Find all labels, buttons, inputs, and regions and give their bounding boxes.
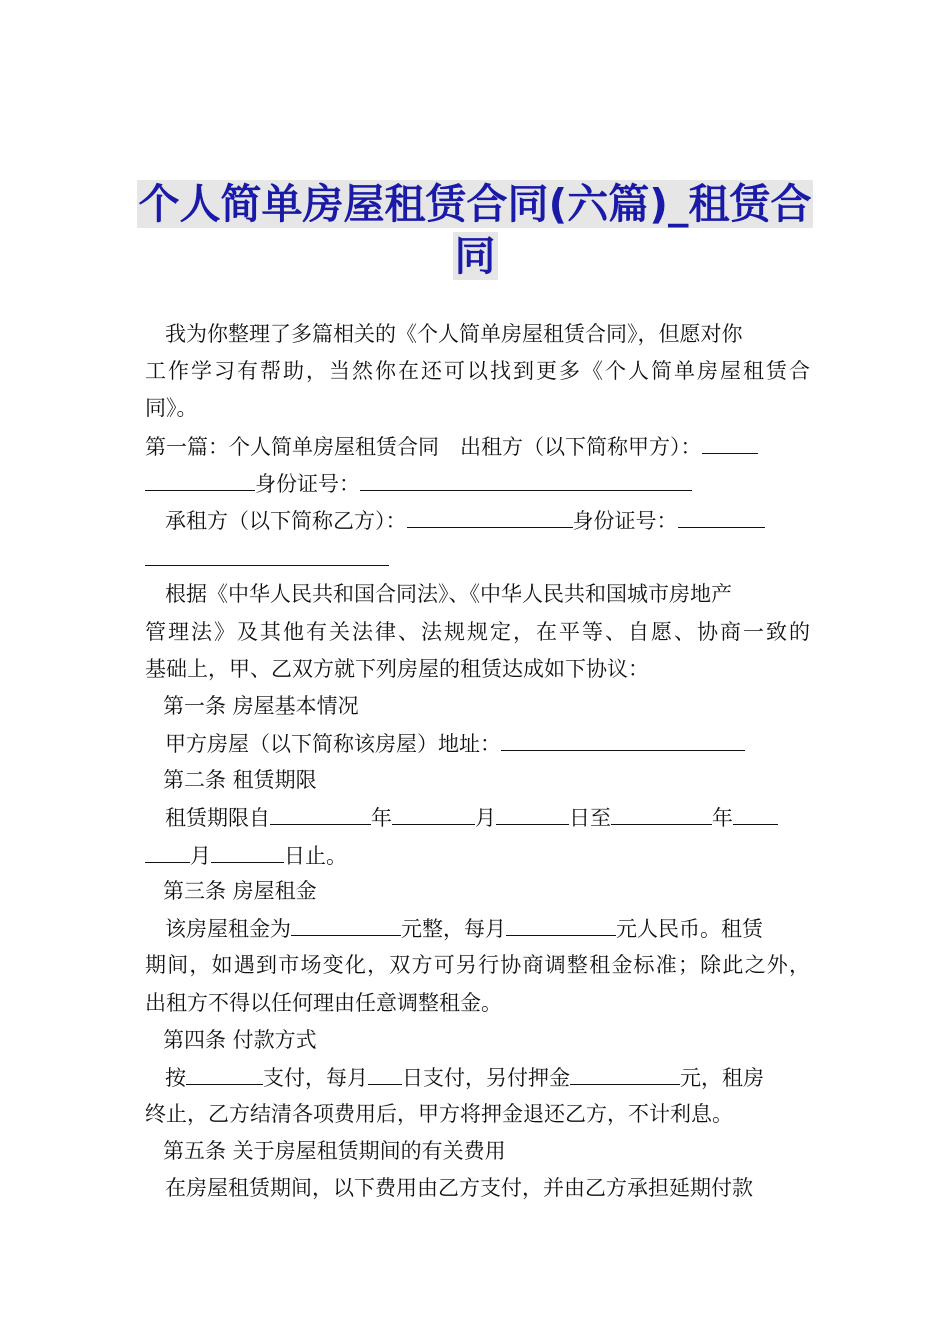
end-month-label: 月 xyxy=(190,844,211,868)
payment-method-blank xyxy=(186,1062,263,1085)
end-day-label: 日止。 xyxy=(284,844,347,868)
title-line-2: 同 xyxy=(454,232,496,280)
document-title-continued xyxy=(0,230,950,282)
deposit-amount-blank xyxy=(570,1062,680,1085)
lessor-name-blank xyxy=(702,431,758,454)
end-day-blank xyxy=(211,840,284,863)
end-year-blank xyxy=(611,802,712,825)
start-day-blank xyxy=(496,802,569,825)
part-one-heading: 第一篇：个人简单房屋租赁合同 出租方（以下简称甲方）： xyxy=(145,435,702,459)
intro-line-2: 工作学习有帮助，当然你在还可以找到更多《个人简单房屋租赁合 xyxy=(145,359,810,383)
rent-amount-blank xyxy=(291,913,401,936)
intro-line-1: 我为你整理了多篇相关的《个人简单房屋租赁合同》，但愿对你 xyxy=(165,322,743,346)
deposit-label: 日支付，另付押金 xyxy=(402,1066,570,1090)
lease-term-line xyxy=(165,802,810,832)
lessor-id-line xyxy=(145,468,810,498)
payment-line-2: 终止，乙方结清各项费用后，甲方将押金退还乙方，不计利息。 xyxy=(145,1102,733,1126)
rent-line-3: 出租方不得以任何理由任意调整租金。 xyxy=(145,991,502,1015)
payment-monthly-label: 支付，每月 xyxy=(263,1066,368,1090)
payment-day-blank xyxy=(368,1062,402,1085)
document-title xyxy=(0,178,950,230)
lessee-id-line xyxy=(145,543,810,573)
address-blank xyxy=(501,728,745,751)
lessee-id-blank xyxy=(678,505,765,528)
lessee-label: 承租方（以下简称乙方）： xyxy=(165,509,407,533)
lessee-id-blank-continued xyxy=(145,543,389,566)
start-year-blank xyxy=(270,802,371,825)
lease-term-label: 租赁期限自 xyxy=(165,806,270,830)
end-month-blank xyxy=(733,802,778,825)
lessee-id-label: 身份证号： xyxy=(572,509,678,533)
end-year-label: 年 xyxy=(712,806,733,830)
article-4-heading: 第四条 付款方式 xyxy=(163,1028,317,1052)
lessor-line xyxy=(145,431,810,461)
address-line xyxy=(165,728,810,758)
intro-line-3: 同》。 xyxy=(145,396,198,420)
address-label: 甲方房屋（以下简称该房屋）地址： xyxy=(165,732,501,756)
lease-term-line-2 xyxy=(145,840,810,870)
article-5-heading: 第五条 关于房屋租赁期间的有关费用 xyxy=(163,1139,506,1163)
month-label: 月 xyxy=(475,806,496,830)
end-month-blank-continued xyxy=(145,840,190,863)
monthly-rent-blank xyxy=(506,913,616,936)
lessor-name-blank-continued xyxy=(145,468,255,491)
title-line-1: 个人简单房屋租赁合同(六篇)_租赁合 xyxy=(138,180,812,228)
rent-line-2: 期间，如遇到市场变化，双方可另行协商调整租金标准；除此之外， xyxy=(145,953,810,977)
payment-by-label: 按 xyxy=(165,1066,186,1090)
lessee-line xyxy=(165,505,810,535)
article-2-heading: 第二条 租赁期限 xyxy=(163,768,317,792)
basis-line-3: 基础上，甲、乙双方就下列房屋的租赁达成如下协议： xyxy=(145,657,649,681)
day-to-label: 日至 xyxy=(569,806,611,830)
rent-line-1 xyxy=(165,913,810,943)
fees-line-1: 在房屋租赁期间，以下费用由乙方支付，并由乙方承担延期付款 xyxy=(165,1176,753,1200)
lessee-name-blank xyxy=(407,505,573,528)
lessor-id-label: 身份证号： xyxy=(255,472,360,496)
rent-label: 该房屋租金为 xyxy=(165,917,291,941)
year-label: 年 xyxy=(371,806,392,830)
lessor-id-blank xyxy=(360,468,692,491)
start-month-blank xyxy=(392,802,475,825)
article-1-heading: 第一条 房屋基本情况 xyxy=(163,694,359,718)
basis-line-1: 根据《中华人民共和国合同法》、《中华人民共和国城市房地产 xyxy=(165,582,732,606)
rent-currency-label: 元人民币。租赁 xyxy=(616,917,763,941)
rent-monthly-label: 元整，每月 xyxy=(401,917,506,941)
article-3-heading: 第三条 房屋租金 xyxy=(163,879,317,903)
deposit-unit-label: 元，租房 xyxy=(680,1066,764,1090)
basis-line-2: 管理法》及其他有关法律、法规规定，在平等、自愿、协商一致的 xyxy=(145,620,810,644)
payment-line-1 xyxy=(165,1062,810,1092)
